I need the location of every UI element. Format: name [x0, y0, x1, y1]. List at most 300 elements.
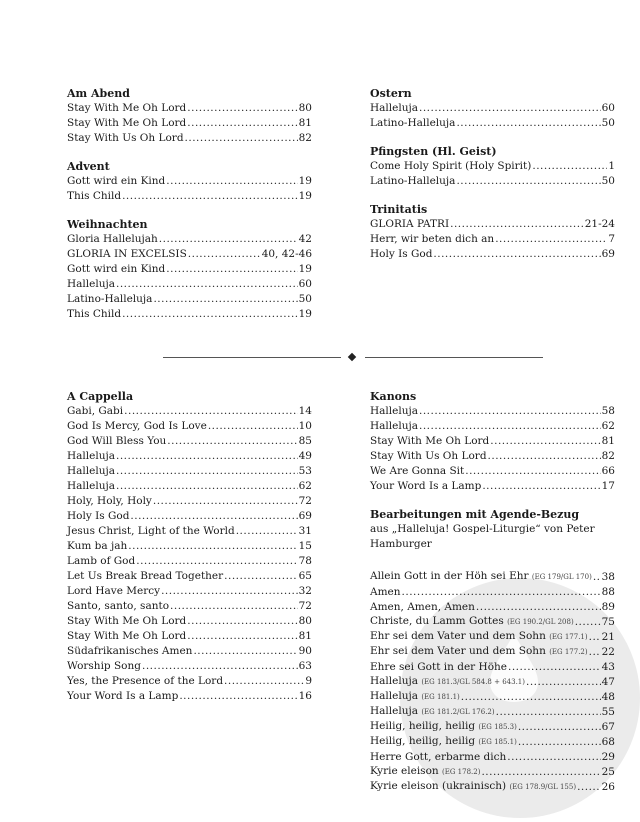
entry-title-text: Stay With Us Oh Lord [67, 132, 184, 144]
dot-leader [456, 174, 600, 189]
index-entry[interactable] [67, 599, 312, 614]
dot-leader [575, 615, 601, 630]
entry-title [370, 644, 588, 660]
index-entry[interactable] [67, 629, 312, 644]
index-entry[interactable] [67, 659, 312, 674]
dot-leader [461, 690, 601, 705]
dot-leader [187, 101, 297, 116]
entry-reference-note: (EG 177.2) [549, 648, 588, 656]
entry-title-text: Come Holy Spirit (Holy Spirit) [370, 160, 532, 172]
index-entry[interactable] [370, 705, 615, 720]
dot-leader [116, 479, 298, 494]
index-entry[interactable] [370, 174, 615, 189]
entry-page-number: 68 [601, 736, 615, 748]
index-section [370, 507, 615, 795]
section-heading: Trinitatis [370, 203, 428, 216]
entry-title [370, 750, 506, 765]
entry-title [67, 464, 115, 479]
entry-reference-note: (EG 185.1) [478, 738, 517, 746]
index-entry[interactable] [67, 674, 312, 689]
index-entry[interactable] [67, 524, 312, 539]
entry-page-number: 67 [601, 721, 615, 733]
dot-leader [476, 600, 601, 615]
entry-page-number: 26 [601, 781, 615, 793]
index-entry[interactable] [370, 217, 615, 232]
dot-leader [116, 277, 298, 292]
index-entry[interactable] [67, 419, 312, 434]
entry-page-number: 40, 42-46 [261, 248, 312, 260]
entry-page-number: 75 [601, 616, 615, 628]
entry-title [67, 554, 135, 569]
entry-page-number: 16 [298, 690, 312, 702]
entry-title [67, 277, 115, 292]
entry-title [370, 434, 489, 449]
index-column-top-right [370, 86, 615, 275]
entry-title-text: Amen, Amen, Amen [370, 601, 475, 613]
index-entry[interactable] [370, 159, 615, 174]
entry-title-text: God Is Mercy, God Is Love [67, 420, 207, 432]
entry-title [370, 629, 588, 645]
entry-title [370, 719, 517, 735]
entry-page-number: 50 [298, 293, 312, 305]
index-entry[interactable] [370, 660, 615, 675]
entry-title-text: God Will Bless You [67, 435, 167, 447]
entry-title-text: Halleluja [67, 450, 115, 462]
index-entry[interactable] [67, 247, 312, 262]
entry-title-text: Halleluja [67, 465, 115, 477]
entry-page-number: 85 [298, 435, 312, 447]
index-entry[interactable] [67, 509, 312, 524]
entry-page-number: 25 [601, 766, 615, 778]
entry-title [67, 614, 186, 629]
index-entry[interactable] [370, 419, 615, 434]
entry-title [370, 779, 576, 795]
index-entry[interactable] [67, 569, 312, 584]
entry-title-text: Gabi, Gabi [67, 405, 124, 417]
entry-title-text: Halleluja [67, 278, 115, 290]
index-entry[interactable] [370, 735, 615, 750]
entry-title-text: Ehre sei Gott in der Höhe [370, 661, 507, 673]
entry-page-number: 78 [298, 555, 312, 567]
entry-reference-note: (EG 190.2/GL 208) [507, 618, 574, 626]
index-entry[interactable] [67, 584, 312, 599]
entry-reference-note: (EG 178.9/GL 155) [509, 783, 577, 791]
entry-title-text: Ehr sei dem Vater und dem Sohn [370, 630, 546, 642]
entry-title [370, 674, 525, 690]
entry-title [67, 629, 186, 644]
entry-title [67, 569, 223, 584]
index-entry[interactable] [370, 434, 615, 449]
index-section [370, 202, 615, 262]
entry-page-number: 19 [298, 190, 312, 202]
entry-title-text: Halleluja [370, 690, 418, 702]
section-heading: Weihnachten [67, 218, 148, 231]
index-entry[interactable] [67, 614, 312, 629]
dot-leader [481, 765, 600, 780]
index-entry[interactable] [67, 494, 312, 509]
index-entry[interactable] [67, 464, 312, 479]
index-entry[interactable] [67, 689, 312, 704]
entry-title-text: Santo, santo, santo [67, 600, 170, 612]
entry-title [67, 449, 115, 464]
entry-page-number: 15 [298, 540, 312, 552]
entry-title [370, 764, 480, 780]
index-entry[interactable] [370, 630, 615, 645]
dot-leader [179, 689, 297, 704]
dot-leader [433, 247, 600, 262]
index-entry[interactable] [370, 600, 615, 615]
entry-page-number: 14 [298, 405, 312, 417]
entry-page-number: 21-24 [584, 218, 615, 230]
entry-page-number: 82 [601, 450, 615, 462]
entry-title [370, 660, 507, 675]
dot-leader [419, 419, 601, 434]
dot-leader [490, 434, 600, 449]
section-heading: A Cappella [67, 390, 134, 403]
entry-page-number: 58 [601, 405, 615, 417]
entry-title [67, 674, 223, 689]
dot-leader [130, 509, 297, 524]
dot-leader [496, 705, 601, 720]
index-entry[interactable] [370, 404, 615, 419]
dot-leader [465, 464, 600, 479]
index-section [67, 86, 312, 146]
entry-title-text: Halleluja [370, 102, 418, 114]
entry-page-number: 31 [298, 525, 312, 537]
dot-leader [187, 614, 297, 629]
index-entry[interactable] [370, 675, 615, 690]
entry-title-text: Heilig, heilig, heilig [370, 720, 476, 732]
entry-title [67, 659, 141, 674]
index-section [67, 389, 312, 704]
index-entry[interactable] [67, 292, 312, 307]
entry-title-text: Gott wird ein Kind [67, 263, 166, 275]
entry-reference-note: (EG 177.1) [549, 633, 588, 641]
dot-leader [122, 189, 298, 204]
entry-title [370, 689, 460, 705]
entry-title [67, 539, 127, 554]
dot-leader [188, 247, 261, 262]
entry-title-text: Herr, wir beten dich an [370, 233, 495, 245]
dot-leader [456, 116, 600, 131]
entry-page-number: 72 [298, 495, 312, 507]
entry-title-text: Worship Song [67, 660, 141, 672]
index-entry[interactable] [370, 645, 615, 660]
entry-title [67, 419, 207, 434]
index-column-bottom-left [67, 389, 312, 717]
entry-page-number: 60 [601, 102, 615, 114]
index-section [370, 389, 615, 494]
entry-title-text: Jesus Christ, Light of the World [67, 525, 235, 537]
entry-reference-note: (EG 185.3) [478, 723, 517, 731]
entry-title-text: Heilig, heilig, heilig [370, 735, 476, 747]
entry-page-number: 62 [298, 480, 312, 492]
entry-title-text: Latino-Halleluja [370, 117, 456, 129]
dot-leader [166, 174, 297, 189]
section-heading: Bearbeitungen mit Agende-Bezug [370, 508, 580, 521]
entry-page-number: 9 [305, 675, 312, 687]
index-entry[interactable] [67, 449, 312, 464]
entry-title-text: Holy, Holy, Holy [67, 495, 152, 507]
entry-title [67, 404, 123, 419]
index-entry[interactable] [67, 116, 312, 131]
entry-page-number: 81 [298, 630, 312, 642]
index-entry[interactable] [67, 434, 312, 449]
dot-leader [122, 307, 298, 322]
index-entry[interactable] [67, 539, 312, 554]
entry-page-number: 62 [601, 420, 615, 432]
entry-page-number: 38 [601, 571, 615, 583]
entry-title-text: Stay With Us Oh Lord [370, 450, 487, 462]
entry-title-text: Lord Have Mercy [67, 585, 161, 597]
entry-title-text: Amen [370, 586, 401, 598]
section-heading: Pfingsten (Hl. Geist) [370, 145, 497, 158]
entry-title [370, 479, 481, 494]
dot-leader [224, 569, 297, 584]
entry-page-number: 66 [601, 465, 615, 477]
index-section [370, 144, 615, 189]
entry-page-number: 10 [298, 420, 312, 432]
entry-title [370, 704, 495, 720]
index-entry[interactable] [370, 116, 615, 131]
entry-title [67, 644, 192, 659]
index-entry[interactable] [370, 750, 615, 765]
entry-title [67, 524, 235, 539]
entry-page-number: 63 [298, 660, 312, 672]
index-entry[interactable] [67, 644, 312, 659]
index-entry[interactable] [370, 765, 615, 780]
entry-title [67, 599, 169, 614]
dot-leader [532, 159, 607, 174]
entry-title-text: Kum ba jah [67, 540, 128, 552]
entry-title-text: Stay With Me Oh Lord [67, 117, 187, 129]
entry-title [67, 116, 186, 131]
index-entry[interactable] [370, 232, 615, 247]
index-entry[interactable] [370, 449, 615, 464]
index-entry[interactable] [370, 585, 615, 600]
index-entry[interactable] [370, 615, 615, 630]
entry-reference-note: (EG 181.2/GL 176.2) [421, 708, 495, 716]
entry-page-number: 43 [601, 661, 615, 673]
entry-title [67, 509, 129, 524]
entry-title-text: GLORIA IN EXCELSIS [67, 248, 187, 260]
dot-leader [153, 494, 298, 509]
entry-page-number: 89 [601, 601, 615, 613]
entry-title-text: Latino-Halleluja [370, 175, 456, 187]
entry-title-text: Christe, du Lamm Gottes [370, 615, 504, 627]
entry-title [67, 292, 152, 307]
index-entry[interactable] [67, 232, 312, 247]
dot-leader [161, 584, 298, 599]
entry-title [67, 479, 115, 494]
index-entry[interactable] [67, 262, 312, 277]
divider-line-left [163, 357, 341, 358]
entry-page-number: 81 [298, 117, 312, 129]
entry-page-number: 17 [601, 480, 615, 492]
index-entry[interactable] [370, 690, 615, 705]
entry-page-number: 82 [298, 132, 312, 144]
entry-title-text: Halleluja [370, 420, 418, 432]
entry-title [67, 101, 186, 116]
entry-reference-note: (EG 178.2) [442, 768, 481, 776]
index-section [67, 159, 312, 204]
entry-title-text: Südafrikanisches Amen [67, 645, 193, 657]
dot-leader [589, 630, 601, 645]
dot-leader [508, 660, 601, 675]
entry-title [370, 449, 487, 464]
index-entry[interactable] [67, 189, 312, 204]
entry-title-text: Your Word Is a Lamp [67, 690, 179, 702]
entry-page-number: 19 [298, 263, 312, 275]
section-divider [163, 357, 543, 358]
entry-title-text: Halleluja [67, 480, 115, 492]
index-entry[interactable] [67, 101, 312, 116]
entry-page-number: 49 [298, 450, 312, 462]
entry-reference-note: (EG 179/GL 170) [531, 573, 592, 581]
index-entry[interactable] [67, 479, 312, 494]
dot-leader [193, 644, 297, 659]
entry-reference-note: (EG 181.3/GL 584.8 + 643.1) [421, 678, 525, 686]
index-entry[interactable] [67, 404, 312, 419]
entry-page-number: 21 [601, 631, 615, 643]
section-description: aus „Halleluja! Gospel-Liturgie“ von Peter Hamburger [370, 523, 595, 550]
entry-title [370, 247, 432, 262]
section-heading: Kanons [370, 390, 417, 403]
entry-title [67, 262, 165, 277]
entry-page-number: 90 [298, 645, 312, 657]
entry-title-text: Holy Is God [67, 510, 130, 522]
entry-title [370, 585, 401, 600]
index-entry[interactable] [67, 554, 312, 569]
entry-title [370, 569, 592, 585]
entry-title [370, 116, 455, 131]
dot-leader [153, 292, 297, 307]
entry-page-number: 81 [601, 435, 615, 447]
dot-leader [482, 479, 600, 494]
entry-page-number: 69 [601, 248, 615, 260]
entry-page-number: 7 [608, 233, 615, 245]
entry-page-number: 42 [298, 233, 312, 245]
entry-title [370, 159, 531, 174]
entry-page-number: 88 [601, 586, 615, 598]
dot-leader [224, 674, 304, 689]
index-entry[interactable] [370, 247, 615, 262]
entry-page-number: 80 [298, 102, 312, 114]
dot-leader [124, 404, 297, 419]
entry-page-number: 72 [298, 600, 312, 612]
entry-title-text: This Child [67, 190, 122, 202]
entry-page-number: 69 [298, 510, 312, 522]
entry-page-number: 65 [298, 570, 312, 582]
entry-title-text: Stay With Me Oh Lord [67, 615, 187, 627]
dot-leader [128, 539, 297, 554]
entry-page-number: 60 [298, 278, 312, 290]
entry-title-text: We Are Gonna Sit [370, 465, 465, 477]
entry-title-text: Stay With Me Oh Lord [67, 102, 187, 114]
entry-page-number: 50 [601, 117, 615, 129]
entry-title [67, 232, 158, 247]
entry-title-text: Halleluja [370, 405, 418, 417]
entry-page-number: 48 [601, 691, 615, 703]
index-section [370, 86, 615, 131]
dot-leader [507, 750, 600, 765]
index-entry[interactable] [67, 277, 312, 292]
entry-title [67, 494, 152, 509]
dot-leader [488, 449, 601, 464]
entry-page-number: 29 [601, 751, 615, 763]
entry-title-text: Kyrie eleison [370, 765, 439, 777]
entry-page-number: 53 [298, 465, 312, 477]
index-entry[interactable] [67, 131, 312, 146]
dot-leader [167, 434, 297, 449]
entry-title-text: Halleluja [370, 675, 418, 687]
entry-page-number: 50 [601, 175, 615, 187]
dot-leader [185, 131, 298, 146]
entry-title-text: Herre Gott, erbarme dich [370, 751, 507, 763]
entry-title-text: Yes, the Presence of the Lord [67, 675, 224, 687]
index-entry[interactable] [67, 307, 312, 322]
divider-line-right [365, 357, 543, 358]
entry-title [370, 614, 574, 630]
section-heading: Advent [67, 160, 110, 173]
index-entry[interactable] [370, 570, 615, 585]
dot-leader [170, 599, 298, 614]
dot-leader [402, 585, 601, 600]
entry-title [370, 232, 494, 247]
section-heading: Ostern [370, 87, 412, 100]
dot-leader [419, 101, 601, 116]
entry-title [67, 131, 184, 146]
entry-title [370, 600, 475, 615]
entry-page-number: 32 [298, 585, 312, 597]
entry-page-number: 19 [298, 308, 312, 320]
dot-leader [419, 404, 601, 419]
entry-title [370, 101, 418, 116]
dot-leader [166, 262, 297, 277]
entry-title [67, 689, 178, 704]
dot-leader [136, 554, 297, 569]
index-entry[interactable] [370, 720, 615, 735]
entry-title-text: Ehr sei dem Vater und dem Sohn [370, 645, 546, 657]
index-column-bottom-right [370, 389, 615, 808]
entry-title-text: Let Us Break Bread Together [67, 570, 224, 582]
entry-title-text: GLORIA PATRI [370, 218, 450, 230]
entry-reference-note: (EG 181.1) [421, 693, 460, 701]
entry-title [67, 307, 121, 322]
dot-leader [187, 629, 297, 644]
index-entry[interactable] [370, 780, 615, 795]
dot-leader [236, 524, 298, 539]
entry-page-number: 19 [298, 175, 312, 187]
dot-leader [518, 720, 601, 735]
dot-leader [116, 449, 298, 464]
entry-title [67, 189, 121, 204]
entry-title [370, 464, 464, 479]
entry-title [67, 174, 165, 189]
index-entry[interactable] [67, 174, 312, 189]
index-entry[interactable] [370, 464, 615, 479]
index-entry[interactable] [370, 101, 615, 116]
index-column-top-left [67, 86, 312, 335]
entry-page-number: 80 [298, 615, 312, 627]
entry-page-number: 55 [601, 706, 615, 718]
dot-leader [187, 116, 297, 131]
entry-title-text: This Child [67, 308, 122, 320]
dot-leader [518, 735, 601, 750]
dot-leader [495, 232, 607, 247]
entry-title-text: Lamb of God [67, 555, 136, 567]
index-entry[interactable] [370, 479, 615, 494]
